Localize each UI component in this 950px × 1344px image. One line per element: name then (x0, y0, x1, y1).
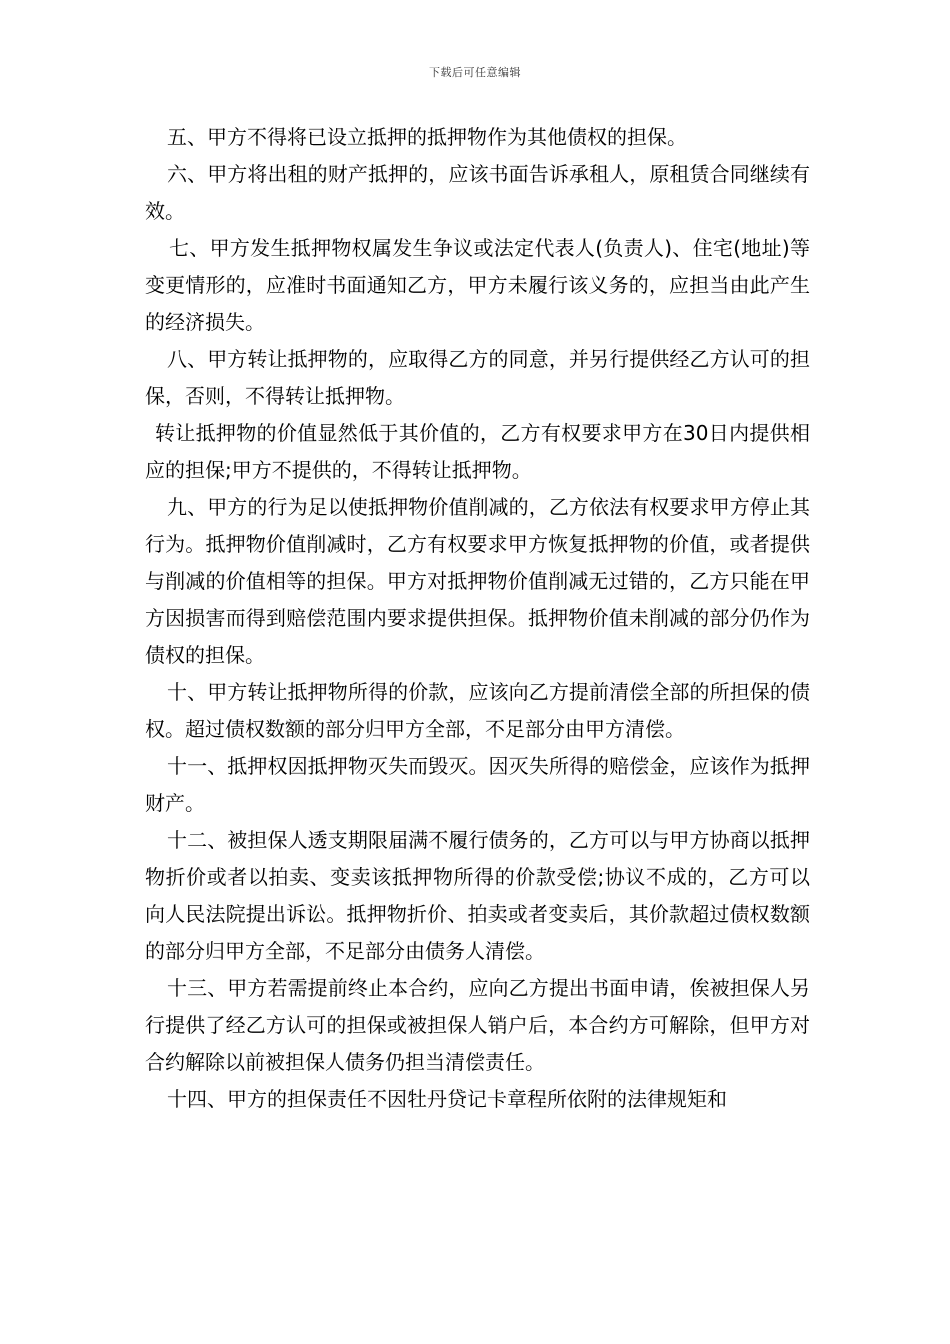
clause-10: 十、甲方转让抵押物所得的价款，应该向乙方提前清偿全部的所担保的债权。超过债权数额的部分归甲方全部，不足部分由甲方清偿。 (145, 680, 810, 741)
clause-5: 五、甲方不得将已设立抵押的抵押物作为其他债权的担保。 (167, 125, 687, 149)
clause-11: 十一、抵押权因抵押物灭失而毁灭。因灭失所得的赔偿金，应该作为抵押财产。 (145, 754, 810, 815)
clause-12: 十二、被担保人透支期限届满不履行债务的，乙方可以与甲方协商以抵押物折价或者以拍卖、变卖该抵押物所得的价款受偿;协议不成的，乙方可以向人民法院提出诉讼。抵押物折价、拍卖或者变卖后，其价款超过债权数额的部分归甲方全部，不足部分由债务人清偿。 (145, 828, 810, 963)
page-header-note: 下载后可任意编辑 (429, 66, 521, 79)
clause-9: 九、甲方的行为足以使抵押物价值削减的，乙方依法有权要求甲方停止其行为。抵押物价值削减时，乙方有权要求甲方恢复抵押物的价值，或者提供与削减的价值相等的担保。甲方对抵押物价值削减无过错的，乙方只能在甲方因损害而得到赔偿范围内要求提供担保。抵押物价值未削减的部分仍作为债权的担保。 (145, 495, 810, 667)
clause-8: 八、甲方转让抵押物的，应取得乙方的同意，并另行提供经乙方认可的担保，否则，不得转让抵押物。 (145, 347, 810, 408)
clause-8-supplement: 转让抵押物的价值显然低于其价值的，乙方有权要求甲方在30日内提供相应的担保;甲方不提供的，不得转让抵押物。 (145, 421, 810, 482)
clause-13: 十三、甲方若需提前终止本合约，应向乙方提出书面申请，俟被担保人另行提供了经乙方认可的担保或被担保人销户后，本合约方可解除，但甲方对合约解除以前被担保人债务仍担当清偿责任。 (145, 976, 810, 1074)
clause-14: 十四、甲方的担保责任不因牡丹贷记卡章程所依附的法律规矩和 (167, 1087, 727, 1111)
document-body (145, 119, 810, 1118)
clause-7: 七、甲方发生抵押物权属发生争议或法定代表人(负责人)、住宅(地址)等变更情形的，应准时书面通知乙方，甲方未履行该义务的，应担当由此产生的经济损失。 (145, 236, 810, 334)
clause-6: 六、甲方将出租的财产抵押的，应该书面告诉承租人，原租赁合同继续有效。 (145, 162, 810, 223)
